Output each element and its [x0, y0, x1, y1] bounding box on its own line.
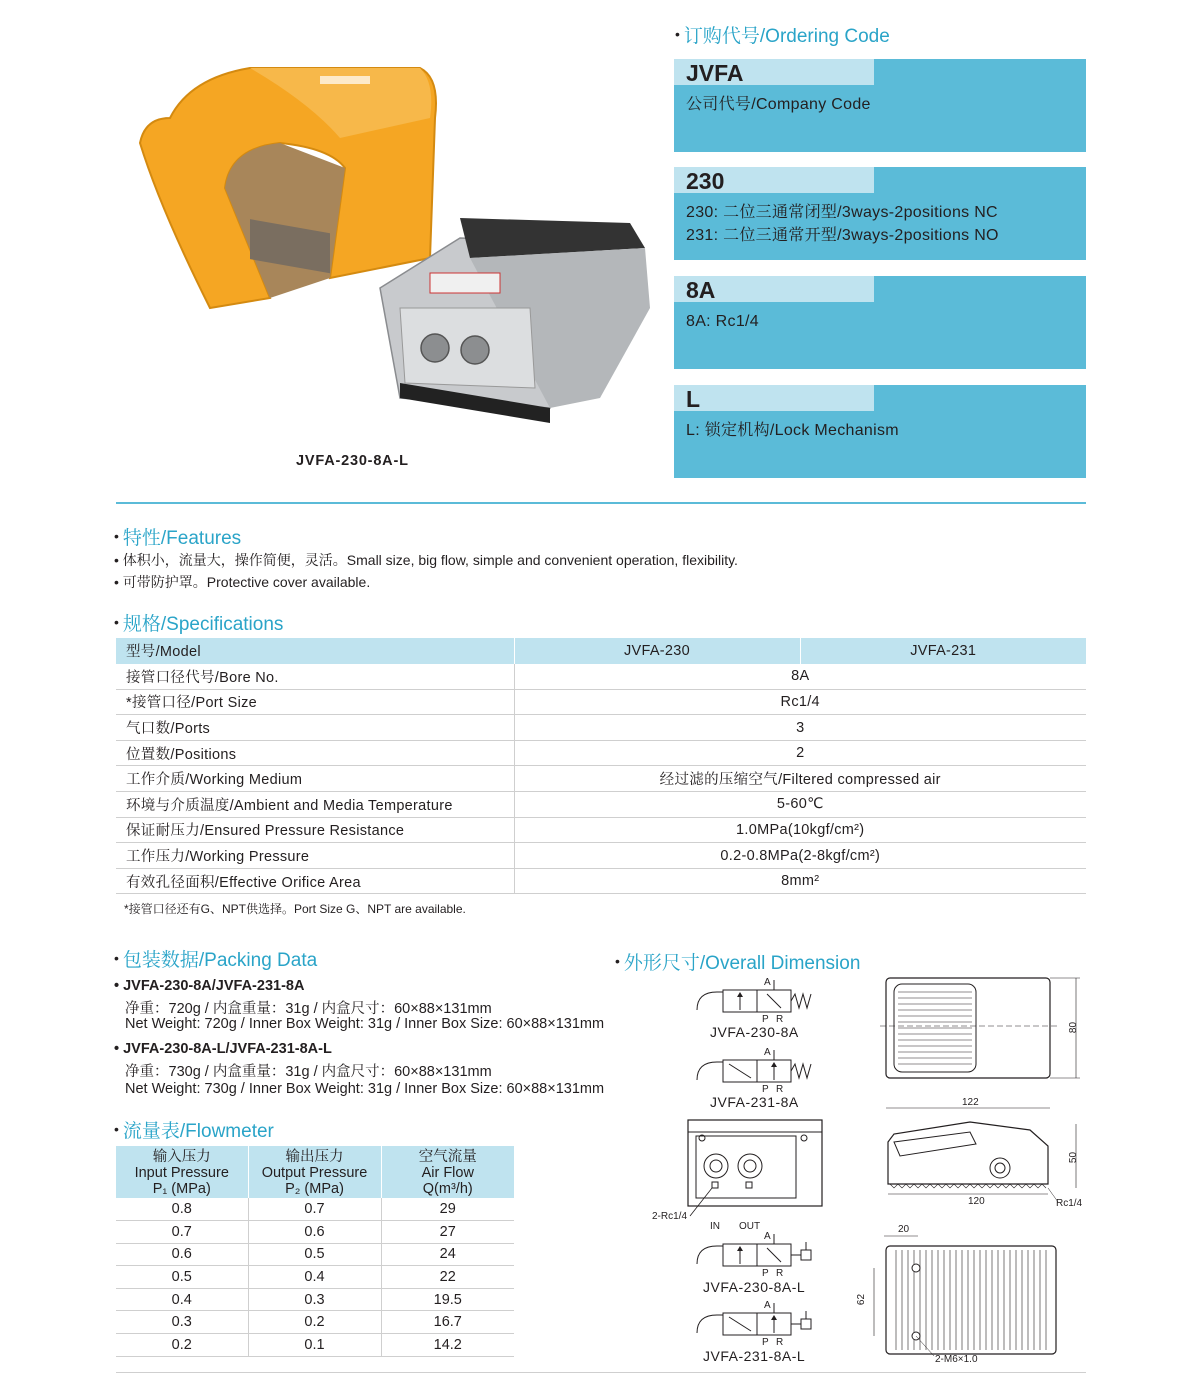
- spec-value: 3: [514, 715, 1086, 741]
- spec-value: 1.0MPa(10kgf/cm²): [514, 817, 1086, 843]
- flow-header-cell: 输入压力 Input Pressure P₁ (MPa): [116, 1146, 248, 1198]
- code-desc: L: 锁定机构/Lock Mechanism: [686, 422, 899, 439]
- dim-top-height: 80: [1068, 1021, 1080, 1034]
- port-a-label: A: [764, 1300, 771, 1311]
- dim-side-total: 122: [962, 1097, 979, 1108]
- spec-label: 气口数/Ports: [116, 715, 514, 741]
- spec-label: 接管口径代号/Bore No.: [116, 664, 514, 690]
- flow-row: [116, 1266, 514, 1289]
- spec-row: [116, 740, 1086, 766]
- dim-bottom-height: 62: [856, 1293, 868, 1306]
- code-head: L: [674, 385, 874, 411]
- flow-cell: 0.5: [116, 1266, 248, 1289]
- side-view-drawing: [880, 1104, 1083, 1210]
- spec-value: Rc1/4: [514, 689, 1086, 715]
- valve-symbol-230-l: [695, 1234, 820, 1276]
- spec-table: [116, 638, 1086, 894]
- flow-title: • 流量表/Flowmeter: [114, 1121, 274, 1142]
- code-desc: 230: 二位三通常闭型/3ways-2positions NC 231: 二位三通常开型/3ways-2positions NO: [686, 204, 999, 244]
- spec-label: 位置数/Positions: [116, 740, 514, 766]
- packing-en: Net Weight: 720g / Inner Box Weight: 31g / Inner Box Size: 60×88×131mm: [125, 1016, 605, 1032]
- code-head: JVFA: [674, 59, 874, 85]
- flow-row: [116, 1198, 514, 1221]
- dim-side-height: 50: [1068, 1151, 1080, 1164]
- spec-row: [116, 792, 1086, 818]
- valve-symbol-231-l: [695, 1303, 820, 1345]
- port-p-label: P: [762, 1014, 769, 1025]
- flow-cell: 29: [381, 1198, 514, 1221]
- flow-cell: 0.6: [248, 1221, 381, 1244]
- spec-label: *接管口径/Port Size: [116, 689, 514, 715]
- spec-note: *接管口径还有G、NPT供选择。Port Size G、NPT are available.: [124, 902, 466, 916]
- code-head: 8A: [674, 276, 874, 302]
- port-r-label: R: [776, 1337, 784, 1348]
- flow-cell: 14.2: [381, 1334, 514, 1357]
- feature-item: • 体积小，流量大，操作简便，灵活。Small size, big flow, simple and convenient operation, flexibility.: [114, 552, 738, 568]
- spec-label: 保证耐压力/Ensured Pressure Resistance: [116, 817, 514, 843]
- flow-cell: 16.7: [381, 1311, 514, 1334]
- symbol-label: JVFA-231-8A-L: [703, 1348, 806, 1364]
- bottom-divider: [116, 1372, 1086, 1373]
- flow-cell: 0.4: [116, 1288, 248, 1311]
- flow-cell: 0.2: [116, 1334, 248, 1357]
- flow-header-cell: 输出压力 Output Pressure P₂ (MPa): [248, 1146, 381, 1198]
- spec-value: 8mm²: [514, 868, 1086, 894]
- ordering-code-title: • 订购代号/Ordering Code: [675, 26, 890, 47]
- port-a-label: A: [764, 1047, 771, 1058]
- flow-cell: 22: [381, 1266, 514, 1289]
- spec-value: 8A: [514, 664, 1086, 690]
- mount-callout: 2-M6×1.0: [935, 1354, 978, 1365]
- side-callout: Rc1/4: [1056, 1198, 1083, 1209]
- port-r-label: R: [776, 1084, 784, 1095]
- port-a-label: A: [764, 977, 771, 988]
- spec-row: [116, 664, 1086, 690]
- symbol-label: JVFA-230-8A-L: [703, 1279, 806, 1295]
- flow-cell: 0.1: [248, 1334, 381, 1357]
- flow-row: [116, 1288, 514, 1311]
- packing-cn: 净重：730g / 内盒重量：31g / 内盒尺寸：60×88×131mm: [125, 1064, 492, 1080]
- flow-cell: 0.3: [248, 1288, 381, 1311]
- port-r-label: R: [776, 1014, 784, 1025]
- flow-cell: 24: [381, 1243, 514, 1266]
- flow-cell: 27: [381, 1221, 514, 1244]
- flow-row: [116, 1311, 514, 1334]
- product-caption: JVFA-230-8A-L: [296, 453, 409, 469]
- out-label: OUT: [739, 1221, 761, 1232]
- feature-item: • 可带防护罩。Protective cover available.: [114, 574, 371, 590]
- dimension-title: • 外形尺寸/Overall Dimension: [615, 953, 861, 974]
- code-block-type: [674, 167, 1086, 260]
- spec-row: [116, 715, 1086, 741]
- code-block-port: [674, 276, 1086, 369]
- spec-label: 环境与介质温度/Ambient and Media Temperature: [116, 792, 514, 818]
- dim-side-base: 120: [968, 1196, 985, 1207]
- front-view-drawing: [686, 1118, 826, 1218]
- flow-row: [116, 1334, 514, 1357]
- section-divider: [116, 502, 1086, 504]
- spec-value: 2: [514, 740, 1086, 766]
- packing-model: • JVFA-230-8A/JVFA-231-8A: [114, 978, 305, 994]
- code-block-company: [674, 59, 1086, 152]
- spec-header-cell: 型号/Model: [116, 638, 514, 664]
- spec-row: [116, 689, 1086, 715]
- spec-label: 工作介质/Working Medium: [116, 766, 514, 792]
- port-r-label: R: [776, 1268, 784, 1279]
- code-head: 230: [674, 167, 874, 193]
- code-desc: 8A: Rc1/4: [686, 313, 759, 330]
- port-p-label: P: [762, 1268, 769, 1279]
- top-view-drawing: [880, 974, 1080, 1084]
- port-callout: 2-Rc1/4: [652, 1211, 688, 1222]
- spec-header-row: [116, 638, 1086, 664]
- code-block-lock: [674, 385, 1086, 478]
- flow-cell: 0.5: [248, 1243, 381, 1266]
- code-desc: 公司代号/Company Code: [686, 96, 871, 113]
- packing-cn: 净重：720g / 内盒重量：31g / 内盒尺寸：60×88×131mm: [125, 1001, 492, 1017]
- bottom-view-drawing: [858, 1232, 1068, 1367]
- features-title: • 特性/Features: [114, 528, 242, 549]
- flow-row: [116, 1243, 514, 1266]
- in-label: IN: [710, 1221, 720, 1232]
- spec-value: 经过滤的压缩空气/Filtered compressed air: [514, 766, 1086, 792]
- packing-en: Net Weight: 730g / Inner Box Weight: 31g / Inner Box Size: 60×88×131mm: [125, 1081, 605, 1097]
- flow-cell: 0.7: [116, 1221, 248, 1244]
- spec-value: 5-60℃: [514, 792, 1086, 818]
- spec-label: 有效孔径面积/Effective Orifice Area: [116, 868, 514, 894]
- product-photo: [130, 58, 660, 438]
- flow-cell: 0.8: [116, 1198, 248, 1221]
- spec-row: [116, 868, 1086, 894]
- spec-row: [116, 817, 1086, 843]
- flow-cell: 0.4: [248, 1266, 381, 1289]
- port-p-label: P: [762, 1084, 769, 1095]
- flow-header-cell: 空气流量 Air Flow Q(m³/h): [381, 1146, 514, 1198]
- flow-cell: 19.5: [381, 1288, 514, 1311]
- spec-header-cell: JVFA-230: [514, 638, 800, 664]
- flow-cell: 0.2: [248, 1311, 381, 1334]
- flow-row: [116, 1221, 514, 1244]
- symbol-label: JVFA-231-8A: [710, 1094, 799, 1110]
- flow-cell: 0.7: [248, 1198, 381, 1221]
- flow-table: [116, 1146, 514, 1357]
- symbol-label: JVFA-230-8A: [710, 1024, 799, 1040]
- port-a-label: A: [764, 1231, 771, 1242]
- specs-title: • 规格/Specifications: [114, 614, 284, 635]
- valve-symbol-230: [695, 980, 815, 1022]
- spec-row: [116, 766, 1086, 792]
- packing-model: • JVFA-230-8A-L/JVFA-231-8A-L: [114, 1041, 332, 1057]
- port-p-label: P: [762, 1337, 769, 1348]
- flow-cell: 0.3: [116, 1311, 248, 1334]
- flow-header-row: [116, 1146, 514, 1198]
- spec-value: 0.2-0.8MPa(2-8kgf/cm²): [514, 843, 1086, 869]
- spec-label: 工作压力/Working Pressure: [116, 843, 514, 869]
- spec-row: [116, 843, 1086, 869]
- spec-header-cell: JVFA-231: [800, 638, 1086, 664]
- valve-symbol-231: [695, 1050, 815, 1092]
- packing-title: • 包装数据/Packing Data: [114, 950, 318, 971]
- flow-cell: 0.6: [116, 1243, 248, 1266]
- dim-bottom-offset: 20: [898, 1224, 910, 1235]
